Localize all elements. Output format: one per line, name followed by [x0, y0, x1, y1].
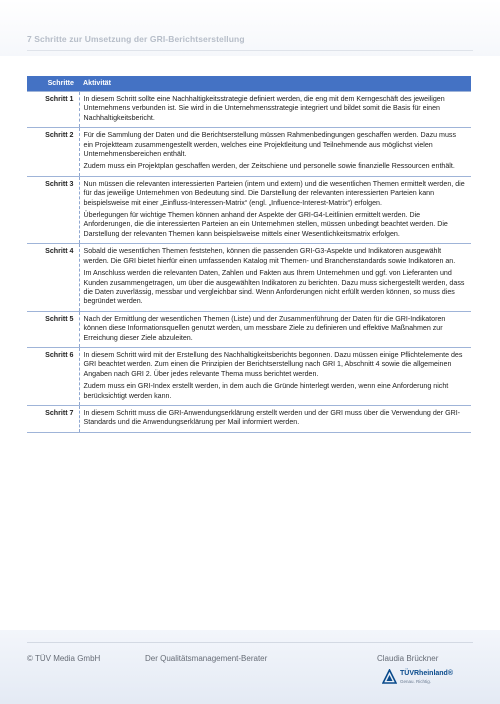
step-label: Schritt 1 — [27, 92, 79, 128]
activity-paragraph: Für die Sammlung der Daten und die Berichtserstellung müssen Rahmenbedingungen geschaffen werden. Dazu muss ein Projektteam zusammengestellt werden, welches eine Projektleitung und Teilnehmende aus möglichst vielen Unternehmensbereichen enthält. — [83, 131, 457, 159]
activity-paragraph: Zudem muss ein Projektplan geschaffen werden, der Zeitschiene und personelle sowie finanzielle Ressourcen enthält. — [83, 162, 455, 171]
table-row — [27, 405, 471, 432]
activity-cell — [79, 92, 471, 128]
activity-paragraph: Im Anschluss werden die relevanten Daten, Zahlen und Fakten aus Ihrem Unternehmen und ggf. von Lieferanten und Kunden zusammengetragen, um über die ausgewählten Indikatoren zu berichten. Dazu muss sichergestellt werden, dass die Daten zuverlässig, messbar und vergleichbar sind. Wenn Anforderungen nicht erfüllt werden können, so muss dies begründet werden. — [83, 269, 465, 306]
step-label: Schritt 6 — [27, 347, 79, 405]
activity-cell — [79, 176, 471, 243]
activity-paragraph: Sobald die wesentlichen Themen feststehen, können die passenden GRI-G3-Aspekte und Indikatoren ausgewählt werden. Die GRI bietet hierfür einen umfassenden Katalog mit Themen- und Branchenstandards sowie Indikatoren an. — [83, 247, 456, 265]
footer-divider — [27, 642, 473, 643]
activity-cell — [79, 347, 471, 405]
table-row — [27, 92, 471, 128]
activity-cell — [79, 405, 471, 432]
steps-table — [27, 76, 471, 433]
step-label: Schritt 4 — [27, 244, 79, 311]
table-row — [27, 244, 471, 311]
activity-paragraph: In diesem Schritt sollte eine Nachhaltigkeitsstrategie definiert werden, die eng mit dem Kerngeschäft des jeweiligen Unternehmens verbunden ist. Sie wird in die Unternehmensstrategie integriert und bildet somit die Basis für einen Nachhaltigkeitsbericht. — [83, 95, 445, 122]
footer-author: Claudia Brückner — [377, 654, 439, 663]
table-row — [27, 311, 471, 347]
activity-paragraph: In diesem Schritt muss die GRI-Anwendungserklärung erstellt werden und der GRI muss über die Verwendung der GRI-Standards und die Anwendungserklärung per Mail informiert werden. — [83, 408, 461, 427]
step-label: Schritt 2 — [27, 128, 79, 177]
page-header — [0, 0, 500, 56]
activity-paragraph: In diesem Schritt wird mit der Erstellung des Nachhaltigkeitsberichts begonnen. Dazu müssen einige Pflichtelemente des GRI beachtet werden. Zum einen die Prinzipien der Berichtserstellung nach GRI 1, Abschnitt 4 sowie die allgemeinen Angaben nach GRI 2. Über jedes relevante Thema muss berichtet werden. — [83, 350, 463, 378]
logo-wordmark: TÜVRheinland® — [400, 670, 453, 677]
activity-paragraph: Zudem muss ein GRI-Index erstellt werden, in dem auch die Gründe hinterlegt werden, wenn eine Anforderung nicht berücksichtigt werden kann. — [83, 382, 449, 400]
activity-cell — [79, 311, 471, 347]
step-label: Schritt 3 — [27, 176, 79, 243]
activity-paragraph: Nach der Ermittlung der wesentlichen Themen (Liste) und der Zusammenführung der Daten für die GRI-Indikatoren können diese Informationsquellen genutzt werden, um messbare Ziele zu definieren und effektive Maßnahmen zur Erreichung dieser Ziele abzuleiten. — [83, 314, 446, 342]
activity-cell — [79, 244, 471, 311]
logo-tagline: Genau. Richtig. — [400, 679, 432, 684]
tuv-logo — [382, 668, 462, 690]
column-header-activity: Aktivität — [79, 76, 471, 92]
footer-publication: Der Qualitätsmanagement-Berater — [145, 654, 268, 663]
triangle-logo-icon — [382, 669, 397, 684]
page-title: 7 Schritte zur Umsetzung der GRI-Berichtserstellung — [27, 34, 245, 44]
activity-paragraph: Überlegungen für wichtige Themen können anhand der Aspekte der GRI-G4-Leitlinien ermittelt werden. Die Anforderungen, die die interessierten Parteien an ein Unternehmen stellen, müssen unbedingt beachtet werden. Die Darstellung der relevanten Themen kann beispielsweise mittels einer Wesentlichkeitsmatrix erfolgen. — [83, 211, 448, 238]
footer-publisher: © TÜV Media GmbH — [27, 654, 101, 663]
step-label: Schritt 7 — [27, 405, 79, 432]
table-row — [27, 176, 471, 243]
table-row — [27, 347, 471, 405]
table-row — [27, 128, 471, 177]
step-label: Schritt 5 — [27, 311, 79, 347]
activity-paragraph: Nun müssen die relevanten interessierten Parteien (intern und extern) und die wesentlichen Themen ermittelt werden, die für das jeweilige Unternehmen von Bedeutung sind. Die Darstellung der relevanten interessierten Parteien kann beispielsweise mit einer „Einfluss-Interessen-Matrix“ (engl. „Influence-Interest-Matrix“) erfolgen. — [83, 179, 465, 207]
header-divider — [27, 50, 473, 51]
activity-cell — [79, 128, 471, 177]
table-header-row — [27, 76, 471, 92]
column-header-steps: Schritte — [27, 76, 79, 92]
